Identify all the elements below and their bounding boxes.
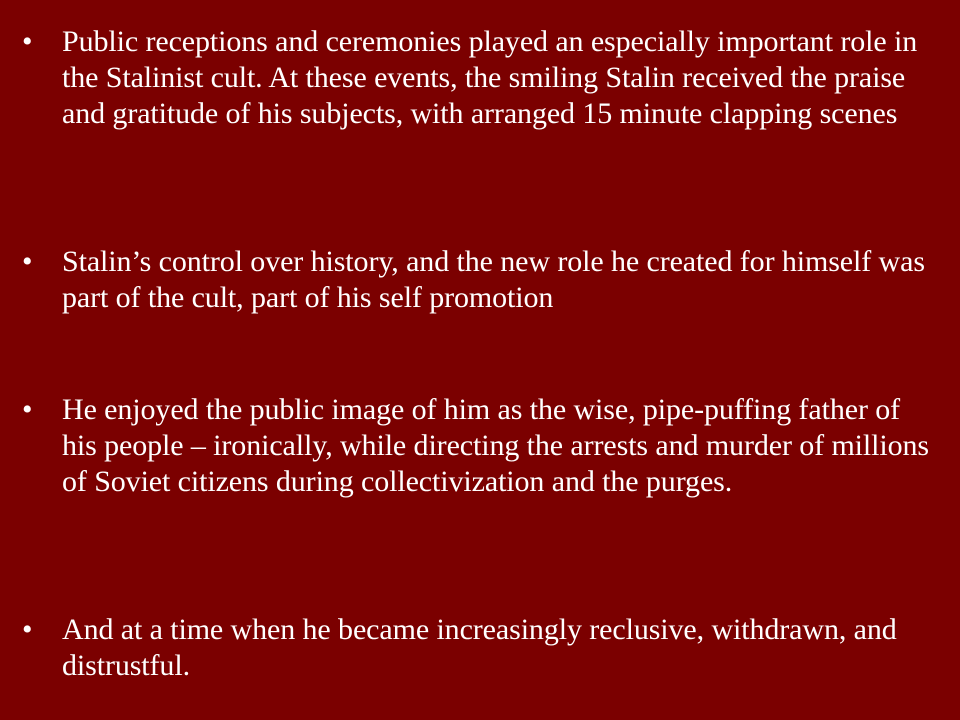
bullet-icon: •	[22, 393, 33, 426]
bullet-icon: •	[22, 245, 33, 278]
bullet-text: He enjoyed the public image of him as the wise, pipe-puffing father of his people – ironically, while directing the arrests and murder of millions of Soviet citizens during collectivization and the purges.	[62, 393, 929, 498]
bullet-text: And at a time when he became increasingly reclusive, withdrawn, and distrustful.	[62, 613, 897, 682]
bullet-icon: •	[22, 25, 33, 58]
bullet-text: Public receptions and ceremonies played an especially important role in the Stalinist cult. At these events, the smiling Stalin received the praise and gratitude of his subjects, with arranged 15 minute clapping scenes	[62, 25, 918, 130]
bullet-icon: •	[22, 613, 33, 646]
bullet-text: Stalin’s control over history, and the new role he created for himself was part of the cult, part of his self promotion	[62, 245, 925, 314]
